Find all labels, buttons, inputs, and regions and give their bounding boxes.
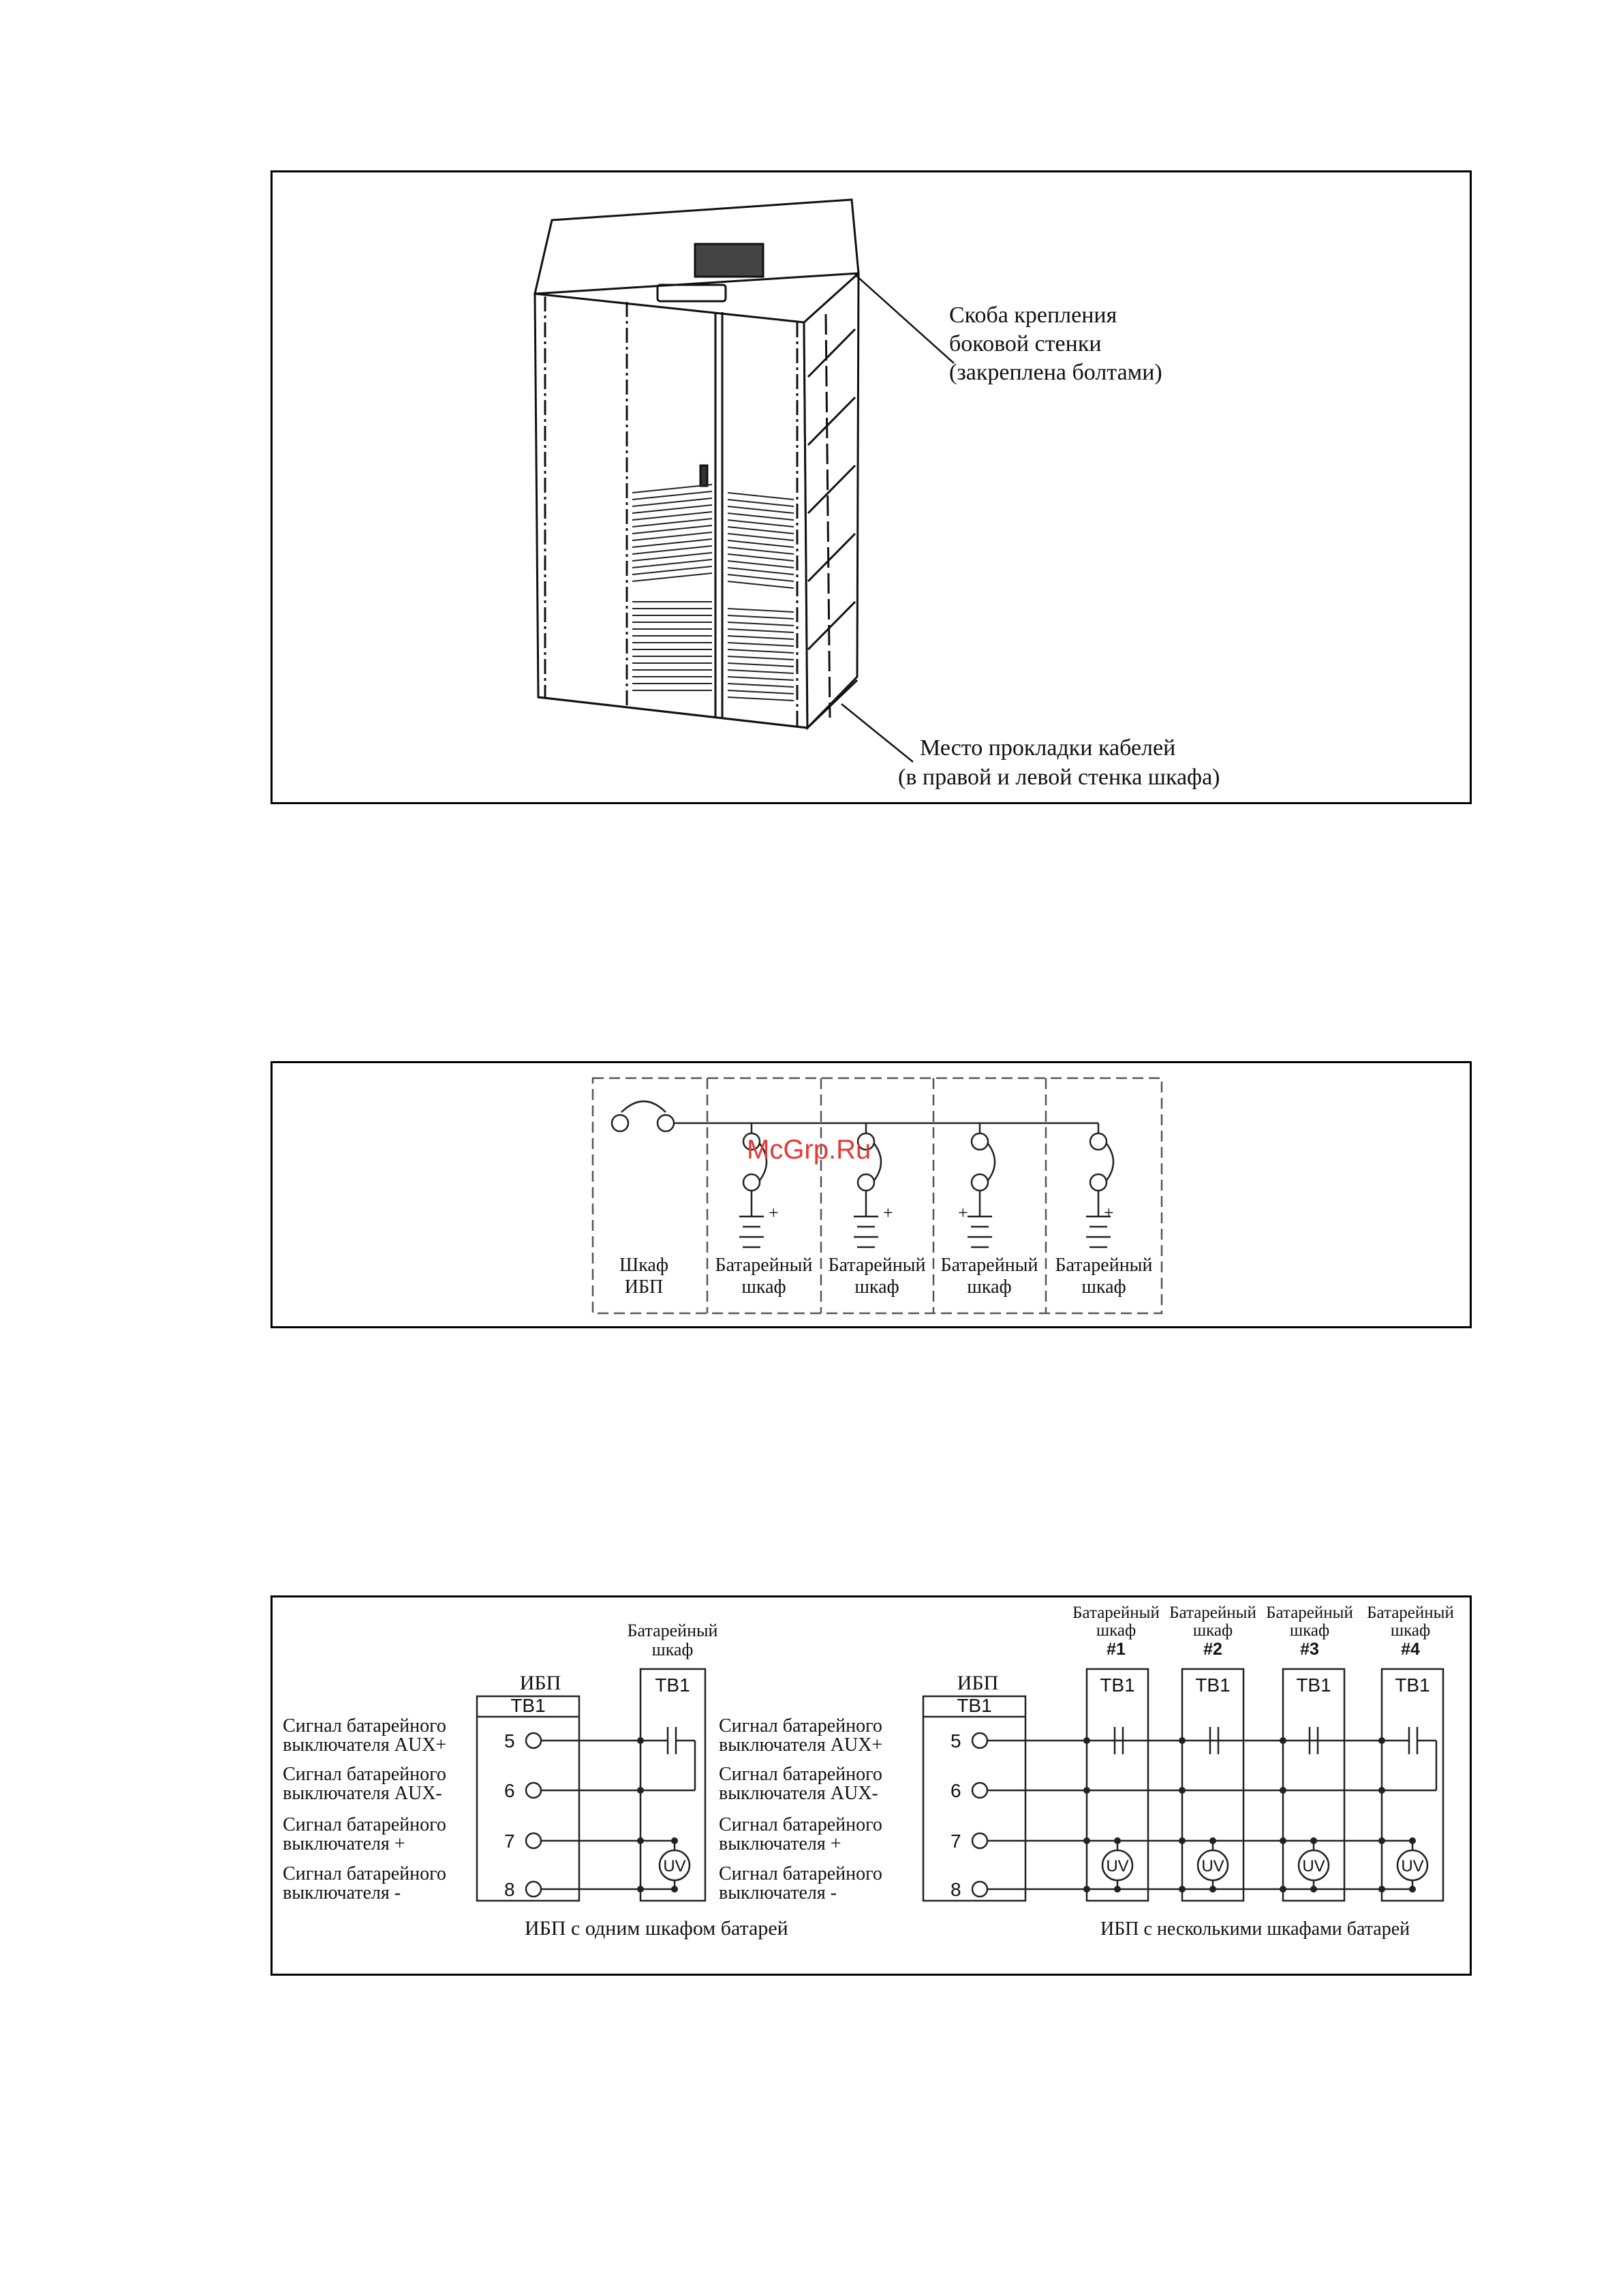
bracket-label-line-3: (закреплена болтами) (949, 360, 1162, 385)
battery-3-label-line-2: шкаф (1289, 1621, 1330, 1640)
battery-cabinet-3-label-line-1: Батарейный (940, 1255, 1038, 1276)
right-signal-3-line-2: выключателя + (719, 1833, 841, 1854)
battery-4-label-line-1: Батарейный (1367, 1604, 1454, 1622)
bracket-label-line-2: боковой стенки (949, 331, 1102, 356)
right-ups-tb1-label: TB1 (957, 1695, 992, 1716)
left-terminal-6: 6 (504, 1780, 515, 1801)
battery-3-uv-label: UV (1302, 1857, 1325, 1876)
plus-sign: + (883, 1203, 893, 1223)
right-ups-label: ИБП (957, 1672, 999, 1694)
right-signal-3-line-1: Сигнал батарейного (719, 1814, 882, 1835)
right-signal-2-line-2: выключателя AUX- (719, 1783, 878, 1804)
main-switch-contact (612, 1115, 628, 1131)
left-signal-4-line-1: Сигнал батарейного (283, 1863, 446, 1884)
battery-1-tb1-label: TB1 (1100, 1674, 1135, 1696)
battery-4-label-line-2: шкаф (1390, 1621, 1431, 1640)
plus-sign: + (958, 1203, 968, 1223)
right-terminal-5: 5 (950, 1730, 961, 1751)
battery-cabinet-3-label-line-2: шкаф (967, 1276, 1012, 1298)
left-battery-cabinet-label-line-1: Батарейный (627, 1621, 718, 1640)
main-switch-contact (658, 1115, 674, 1131)
battery-1-label-line-1: Батарейный (1072, 1604, 1160, 1622)
battery-1-label-line-2: шкаф (1096, 1621, 1137, 1640)
right-signal-1-line-2: выключателя AUX+ (719, 1734, 883, 1756)
battery-cabinet-2-label-line-1: Батарейный (828, 1255, 926, 1276)
left-signal-2-line-2: выключателя AUX- (283, 1783, 442, 1804)
battery-cabinet-1-label-line-2: шкаф (741, 1276, 786, 1298)
battery-4-number: #4 (1401, 1640, 1420, 1659)
plus-sign: + (769, 1203, 779, 1223)
battery-4-uv-label: UV (1401, 1857, 1424, 1876)
ups-cabinet-label-line-2: ИБП (624, 1276, 664, 1298)
right-signal-2-line-1: Сигнал батарейного (719, 1764, 882, 1785)
left-signal-1-line-1: Сигнал батарейного (283, 1715, 446, 1736)
watermark: McGrp.Ru (747, 1135, 871, 1165)
left-terminal-8: 8 (504, 1879, 515, 1900)
right-signal-1-line-1: Сигнал батарейного (719, 1715, 882, 1736)
plus-sign: + (1104, 1203, 1114, 1223)
battery-3-tb1-label: TB1 (1296, 1674, 1331, 1696)
left-signal-2-line-1: Сигнал батарейного (283, 1764, 446, 1785)
right-caption: ИБП с несколькими шкафами батарей (1100, 1918, 1410, 1940)
battery-1-uv-label: UV (1106, 1857, 1129, 1876)
left-ups-tb1-label: TB1 (510, 1695, 546, 1716)
battery-4-tb1-label: TB1 (1395, 1674, 1430, 1696)
right-signal-4-line-1: Сигнал батарейного (719, 1863, 882, 1884)
left-signal-4-line-2: выключателя - (283, 1882, 401, 1903)
cable-label-line-2: (в правой и левой стенка шкафа) (898, 765, 1220, 790)
battery-3-label-line-1: Батарейный (1266, 1604, 1353, 1622)
left-uv-label: UV (663, 1857, 686, 1876)
bracket-label-line-1: Скоба крепления (949, 303, 1117, 328)
battery-1-number: #1 (1107, 1640, 1126, 1659)
left-caption: ИБП с одним шкафом батарей (525, 1917, 788, 1940)
figure-wiring-frame (270, 1595, 1472, 1976)
left-terminal-5: 5 (504, 1730, 515, 1751)
battery-2-tb1-label: TB1 (1195, 1674, 1231, 1696)
battery-3-number: #3 (1300, 1640, 1319, 1659)
right-terminal-8: 8 (950, 1879, 961, 1900)
cabinet-drawing (273, 172, 1470, 802)
left-battery-tb1-label: TB1 (655, 1674, 690, 1696)
right-signal-4-line-2: выключателя - (719, 1882, 837, 1903)
figure-cabinet-frame (270, 170, 1472, 804)
left-signal-1-line-2: выключателя AUX+ (283, 1734, 447, 1756)
battery-cabinet-1-label-line-1: Батарейный (715, 1255, 813, 1276)
left-ups-label: ИБП (519, 1672, 561, 1694)
battery-2-uv-label: UV (1201, 1857, 1224, 1876)
battery-cabinet-4-label-line-2: шкаф (1081, 1276, 1126, 1298)
wiring-diagram (273, 1597, 1470, 1974)
ups-cabinet-label-line-1: Шкаф (619, 1255, 668, 1276)
battery-2-label-line-2: шкаф (1192, 1621, 1233, 1640)
left-signal-3-line-1: Сигнал батарейного (283, 1814, 446, 1835)
left-terminal-7: 7 (504, 1831, 515, 1852)
figure-breaker-frame (270, 1061, 1472, 1328)
battery-2-label-line-1: Батарейный (1169, 1604, 1256, 1622)
bracket-leader-line (855, 275, 954, 363)
cable-leader-line (841, 704, 913, 762)
battery-cabinet-2-label-line-2: шкаф (854, 1276, 899, 1298)
cable-label-line-1: Место прокладки кабелей (920, 735, 1176, 761)
left-ups-tb1-block (477, 1696, 579, 1901)
left-battery-cabinet-label-line-2: шкаф (651, 1640, 694, 1659)
left-signal-3-line-2: выключателя + (283, 1833, 405, 1854)
right-terminal-7: 7 (950, 1831, 961, 1852)
right-terminal-6: 6 (950, 1780, 961, 1801)
battery-cabinet-4-label-line-1: Батарейный (1055, 1255, 1153, 1276)
right-ups-tb1-block (923, 1696, 1025, 1901)
battery-2-number: #2 (1203, 1640, 1222, 1659)
breaker-diagram (273, 1063, 1470, 1326)
